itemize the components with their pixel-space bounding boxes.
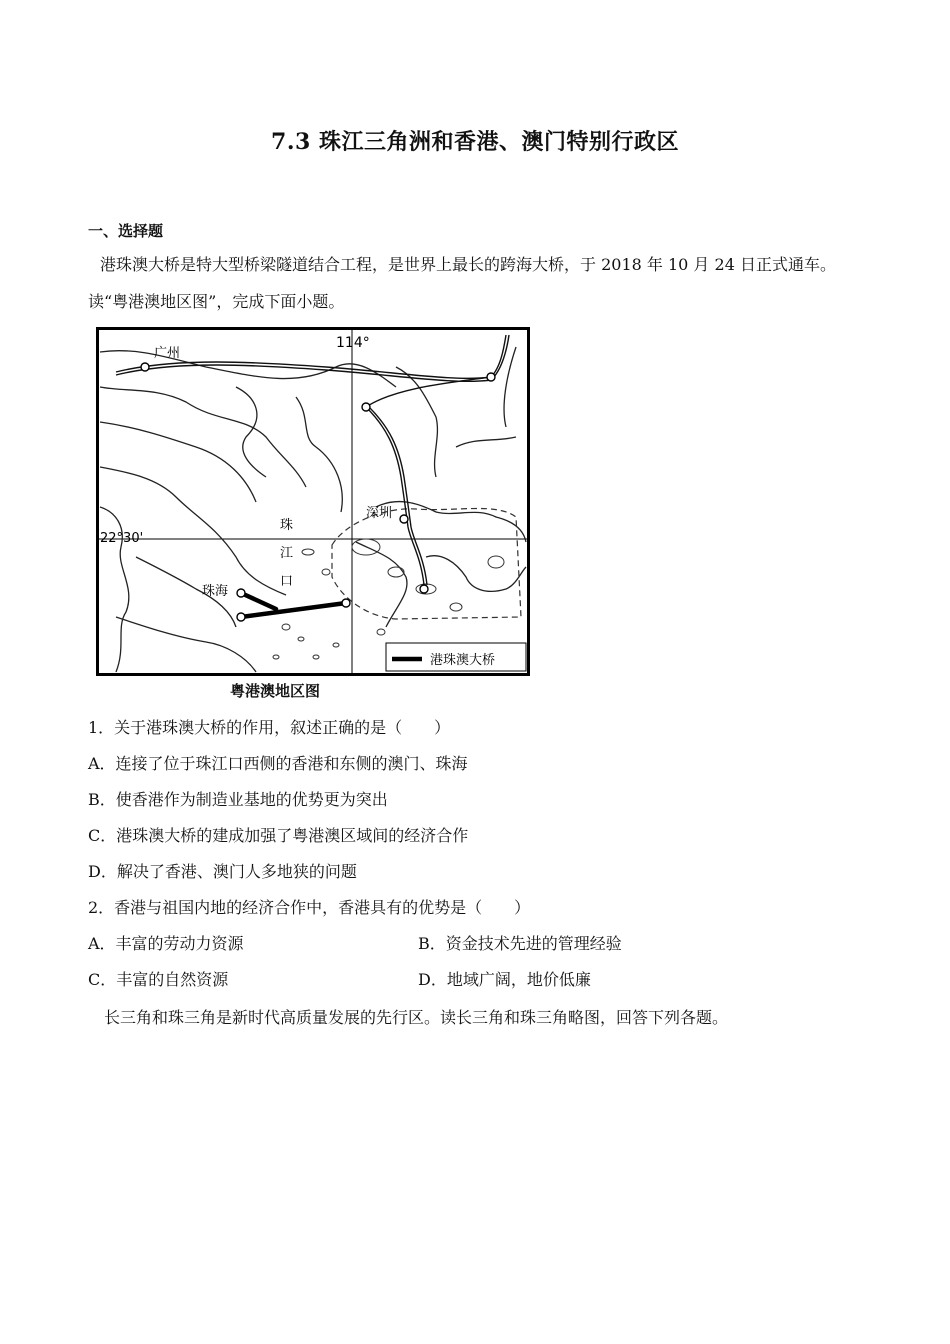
section-heading: 一、选择题 (88, 222, 164, 240)
outro-paragraph: 长三角和珠三角是新时代高质量发展的先行区。读长三角和珠三角略图，回答下列各题。 (104, 1008, 729, 1027)
map-svg (96, 327, 530, 677)
macau-marker (237, 613, 245, 621)
q2-stem: 2．香港与祖国内地的经济合作中，香港具有的优势是（ ） (88, 898, 531, 917)
label-estuary-3: 口 (280, 574, 294, 589)
q1-option-d[interactable]: D．解决了香港、澳门人多地狭的问题 (88, 862, 357, 881)
hongkong-marker (420, 585, 428, 593)
label-estuary-1: 珠 (280, 518, 294, 533)
q2-option-c[interactable]: C．丰富的自然资源 (88, 970, 229, 989)
guangzhou-marker (141, 363, 149, 371)
map-figure (96, 327, 530, 677)
map-caption: 粤港澳地区图 (230, 682, 321, 700)
q1-stem: 1．关于港珠澳大桥的作用，叙述正确的是（ ） (88, 718, 451, 737)
label-shenzhen: 深圳 (366, 506, 393, 521)
q2-option-b[interactable]: B．资金技术先进的管理经验 (418, 934, 622, 953)
intro-line-1: 港珠澳大桥是特大型桥梁隧道结合工程，是世界上最长的跨海大桥，于 2018 年 10 月 24 日正式通车。 (100, 255, 836, 274)
bridge-end-marker (342, 599, 350, 607)
label-latitude: 22°30' (100, 531, 144, 546)
label-guangzhou: 广州 (154, 346, 181, 361)
zhuhai-marker (237, 589, 245, 597)
legend-label: 港珠澳大桥 (430, 653, 496, 668)
east-node-marker (487, 373, 495, 381)
label-zhuhai: 珠海 (202, 584, 229, 599)
label-longitude: 114° (336, 335, 370, 351)
q2-option-a[interactable]: A．丰富的劳动力资源 (88, 934, 244, 953)
node-marker (362, 403, 370, 411)
q2-option-d[interactable]: D．地域广阔，地价低廉 (418, 970, 591, 989)
shenzhen-marker (400, 515, 408, 523)
intro-line-2: 读“粤港澳地区图”，完成下面小题。 (88, 292, 345, 311)
q1-option-a[interactable]: A．连接了位于珠江口西侧的香港和东侧的澳门、珠海 (88, 754, 468, 773)
q1-option-b[interactable]: B．使香港作为制造业基地的优势更为突出 (88, 790, 388, 809)
q1-option-c[interactable]: C．港珠澳大桥的建成加强了粤港澳区域间的经济合作 (88, 826, 469, 845)
page-title: 7.3 珠江三角洲和香港、澳门特别行政区 (271, 129, 679, 155)
label-estuary-2: 江 (280, 546, 294, 561)
